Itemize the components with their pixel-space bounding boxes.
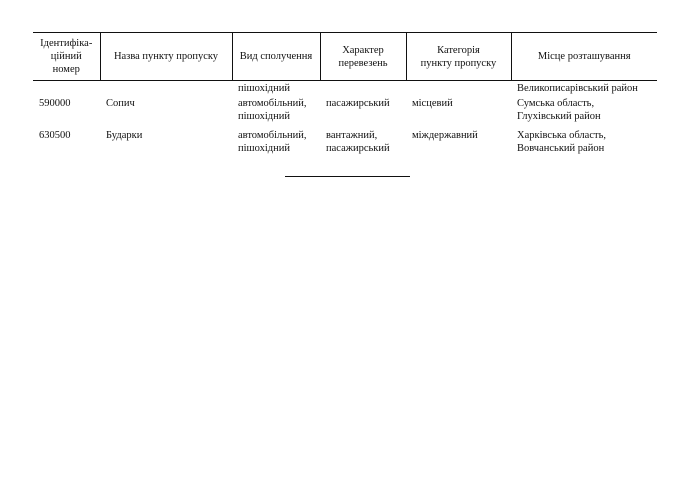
cell-name: Бударки	[106, 130, 143, 141]
cell-location: Великописарівський район	[517, 83, 638, 94]
cell-connection-type: пішохідний	[238, 83, 290, 94]
cell-id	[33, 81, 100, 98]
table-row	[33, 81, 657, 98]
end-of-document-line	[285, 176, 410, 177]
cell-connection-type: автомобільний, пішохідний	[238, 98, 307, 122]
cell-category	[406, 81, 511, 98]
cell-name	[100, 81, 232, 98]
cell-transport-nature: пасажирський	[326, 98, 390, 109]
cell-category: місцевий	[412, 98, 453, 109]
header-location: Місце розташування	[511, 33, 657, 81]
cell-transport-nature	[320, 81, 406, 98]
cell-location: Харківська область, Вовчанський район	[517, 130, 606, 154]
header-name: Назва пункту пропуску	[100, 33, 232, 81]
header-connection-type: Вид сполучення	[232, 33, 320, 81]
table-row	[33, 97, 657, 129]
checkpoints-table	[33, 32, 657, 161]
cell-connection-type: автомобільний, пішохідний	[238, 130, 307, 154]
cell-id: 590000	[39, 98, 71, 109]
cell-location: Сумська область, Глухівський район	[517, 98, 601, 122]
cell-name: Сопич	[106, 98, 135, 109]
header-transport-nature: Характер перевезень	[320, 33, 406, 81]
cell-transport-nature: вантажний, пасажирський	[326, 130, 390, 154]
cell-id: 630500	[39, 130, 71, 141]
header-category: Категорія пункту пропуску	[406, 33, 511, 81]
table-row	[33, 129, 657, 161]
header-id: Ідентифіка- ційний номер	[33, 33, 100, 81]
table-header-row	[33, 33, 657, 81]
cell-category: міждержавний	[412, 130, 478, 141]
